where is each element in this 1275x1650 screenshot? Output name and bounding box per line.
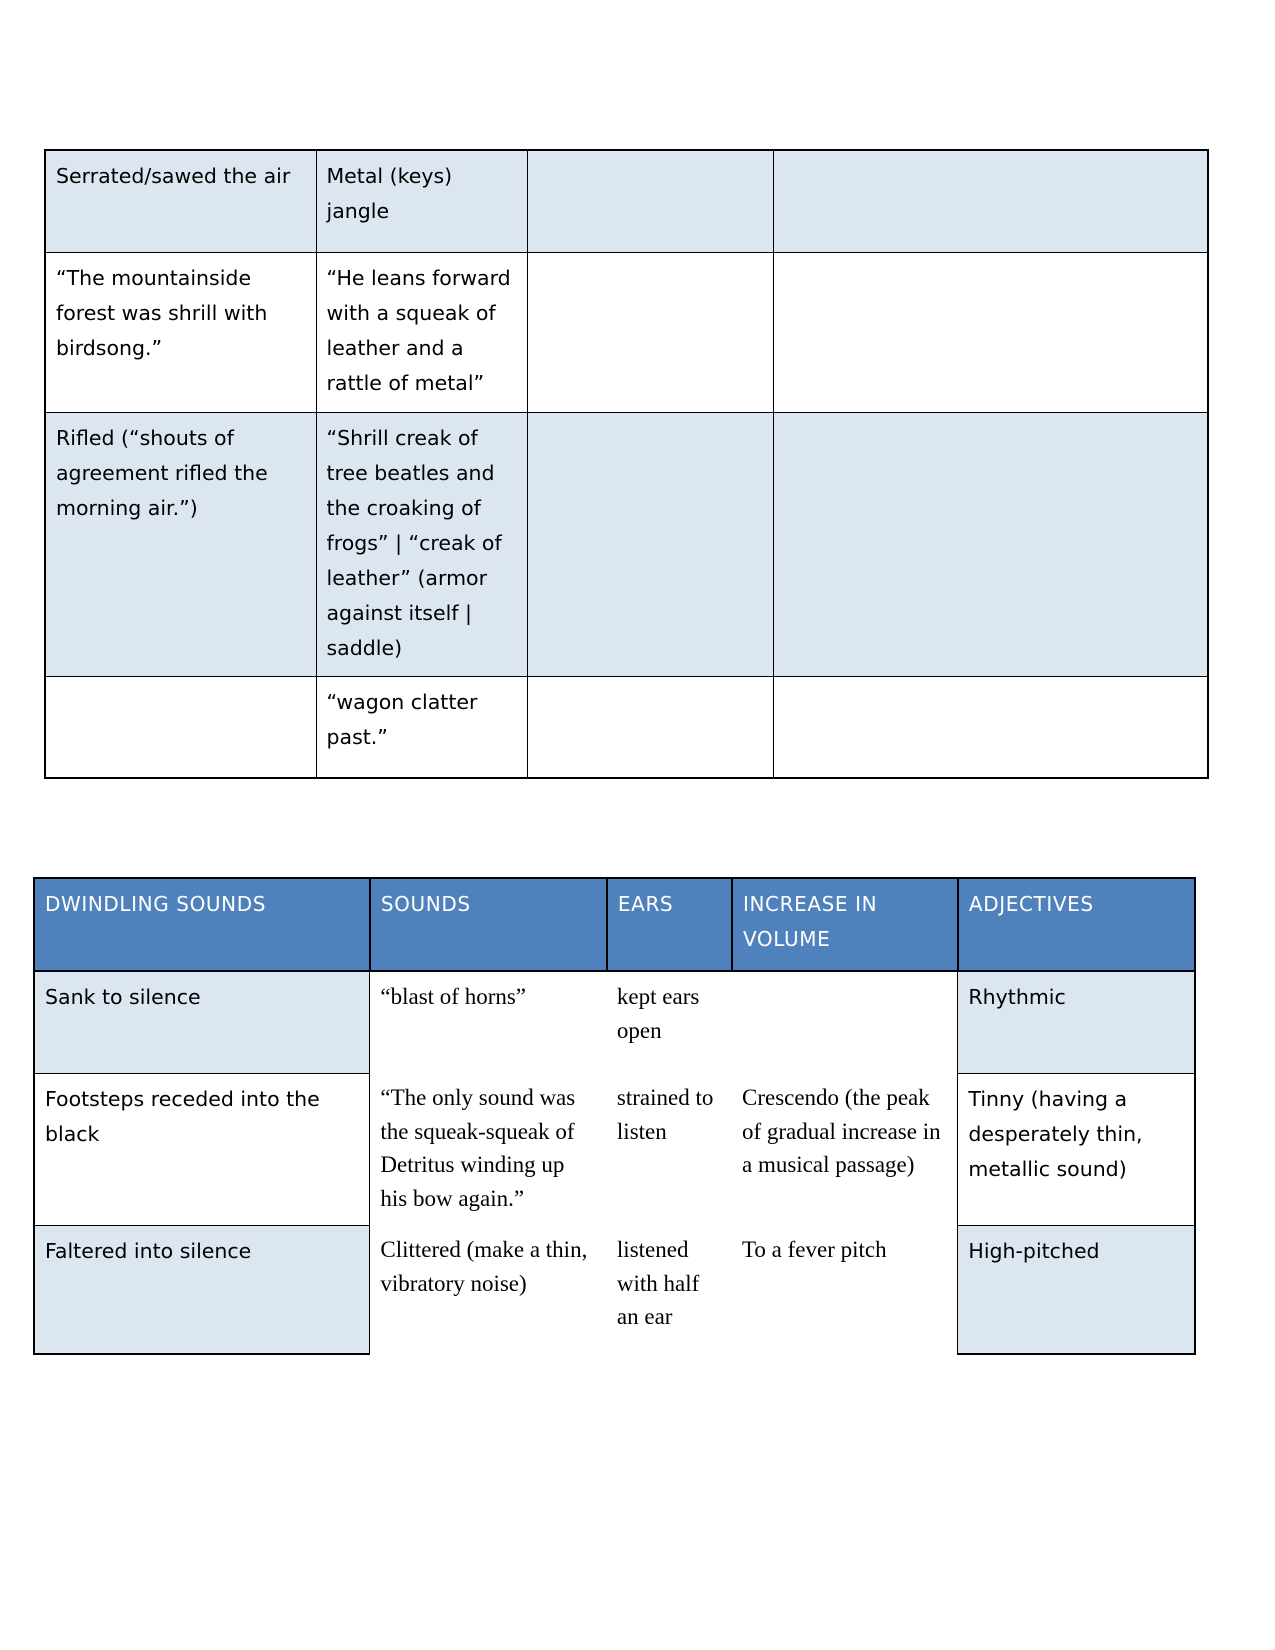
table-row	[34, 1225, 1195, 1354]
table-cell	[732, 971, 958, 1073]
table-cell: To a fever pitch	[732, 1225, 958, 1354]
table-cell: “blast of horns”	[370, 971, 607, 1073]
table-row	[45, 412, 1208, 676]
table-cell	[773, 150, 1208, 252]
table-cell: “The only sound was the squeak-squeak of Detritus winding up his bow again.”	[370, 1073, 607, 1225]
table-row	[34, 971, 1195, 1073]
table-cell: Faltered into silence	[34, 1225, 370, 1354]
table-cell: Crescendo (the peak of gradual increase in a musical passage)	[732, 1073, 958, 1225]
table-cell	[773, 252, 1208, 412]
table-cell	[527, 252, 773, 412]
table-cell	[45, 676, 316, 778]
table-cell: “The mountainside forest was shrill with birdsong.”	[45, 252, 316, 412]
table-row	[34, 1073, 1195, 1225]
table-cell: “wagon clatter past.”	[316, 676, 527, 778]
table-cell: Serrated/sawed the air	[45, 150, 316, 252]
header-sounds: SOUNDS	[370, 878, 607, 971]
table-row	[45, 252, 1208, 412]
table-cell: kept ears open	[607, 971, 732, 1073]
table-cell: Footsteps receded into the black	[34, 1073, 370, 1225]
table-cell: Rifled (“shouts of agreement rifled the morning air.”)	[45, 412, 316, 676]
table-cell: “He leans forward with a squeak of leather and a rattle of metal”	[316, 252, 527, 412]
header-dwindling-sounds: DWINDLING SOUNDS	[34, 878, 370, 971]
header-increase-in-volume: INCREASE IN VOLUME	[732, 878, 958, 971]
table-header-row	[34, 878, 1195, 971]
table-row	[45, 150, 1208, 252]
table-cell	[527, 676, 773, 778]
sound-categories-table	[33, 877, 1196, 1355]
table-cell: strained to listen	[607, 1073, 732, 1225]
table-cell: Clittered (make a thin, vibratory noise)	[370, 1225, 607, 1354]
table-cell: High-pitched	[958, 1225, 1195, 1354]
table-cell	[527, 412, 773, 676]
table-cell: Tinny (having a desperately thin, metallic sound)	[958, 1073, 1195, 1225]
table-cell: listened with half an ear	[607, 1225, 732, 1354]
table-cell: Rhythmic	[958, 971, 1195, 1073]
header-ears: EARS	[607, 878, 732, 971]
sound-words-table	[44, 149, 1209, 779]
table-cell	[773, 676, 1208, 778]
header-adjectives: ADJECTIVES	[958, 878, 1195, 971]
table-cell: Metal (keys) jangle	[316, 150, 527, 252]
table-cell	[527, 150, 773, 252]
table-cell: Sank to silence	[34, 971, 370, 1073]
table-row	[45, 676, 1208, 778]
table-cell	[773, 412, 1208, 676]
table-cell: “Shrill creak of tree beatles and the croaking of frogs” | “creak of leather” (armor against itself | saddle)	[316, 412, 527, 676]
